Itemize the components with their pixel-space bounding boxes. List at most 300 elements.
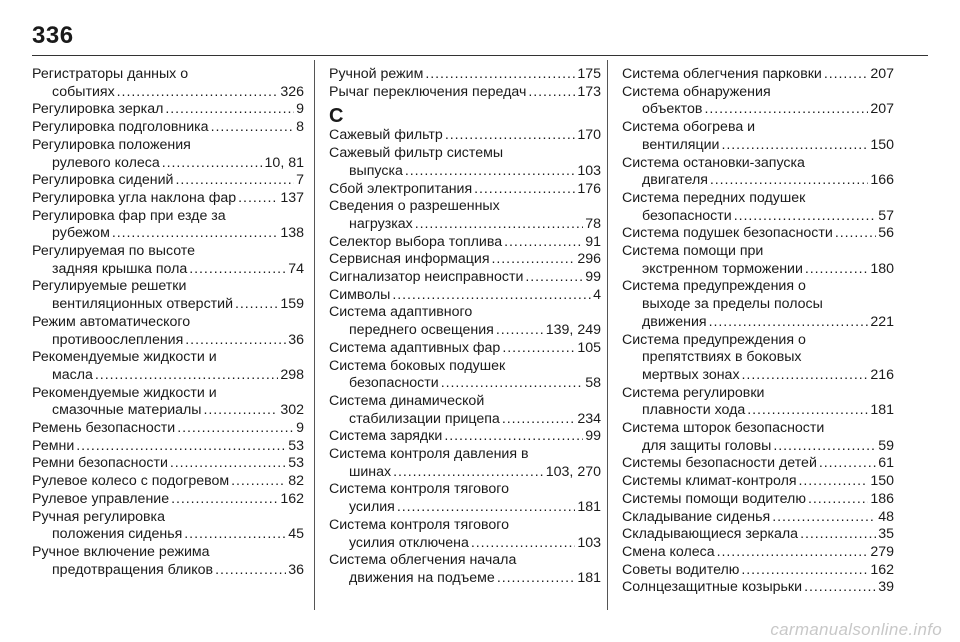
index-entry-continuation [329, 464, 601, 482]
index-term: объектов [642, 101, 703, 118]
page-reference: 170 [577, 127, 601, 144]
page-reference: 298 [280, 366, 304, 383]
index-entry-line [329, 393, 601, 411]
dot-leader [425, 66, 575, 84]
index-term: препятствиях в боковых [642, 349, 802, 366]
page-reference: 166 [870, 172, 894, 189]
index-entry-continuation [32, 367, 304, 385]
index-entry-line [329, 198, 601, 216]
index-entry-continuation [329, 535, 601, 553]
page-reference: 105 [577, 339, 601, 356]
index-term: Система облегчения парковки [622, 66, 822, 82]
index-entry [32, 385, 304, 420]
index-term: переднего освещения [349, 322, 494, 339]
index-term: движения на подъеме [349, 569, 495, 586]
dot-leader [231, 473, 286, 491]
index-term: предотвращения бликов [52, 561, 214, 578]
index-term: Регулировка угла наклона фар [32, 189, 237, 206]
index-entry-line [329, 181, 601, 199]
index-entry-continuation [622, 367, 894, 385]
index-entry-line [329, 358, 601, 376]
index-entry-line [622, 278, 894, 296]
dot-leader [445, 127, 576, 145]
index-entry [622, 66, 894, 84]
index-entry [32, 119, 304, 137]
index-entry-continuation [32, 225, 304, 243]
page-reference: 150 [870, 136, 894, 153]
index-entry-line [32, 544, 304, 562]
index-term: Режим автоматического [32, 313, 191, 330]
index-entry-line [622, 491, 894, 509]
index-term: Регулировка сидений [32, 172, 174, 189]
dot-leader [704, 101, 868, 119]
page-reference: 279 [870, 543, 894, 560]
index-entry-line [329, 481, 601, 499]
page-reference: 137 [280, 189, 304, 206]
dot-leader [405, 163, 575, 181]
page-reference: 207 [870, 101, 894, 118]
index-entry-line [622, 385, 894, 403]
index-entry [329, 552, 601, 587]
index-term: Система обогрева и [622, 119, 756, 136]
index-entry [32, 208, 304, 243]
index-entry [622, 526, 894, 544]
dot-leader [95, 367, 278, 385]
page-reference: 58 [585, 375, 601, 392]
page-reference: 150 [870, 473, 894, 490]
index-term: плавности хода [642, 402, 746, 419]
index-entry [329, 145, 601, 180]
index-entry [622, 119, 894, 154]
dot-leader [170, 455, 286, 473]
page-reference: 99 [585, 428, 601, 445]
dot-leader [184, 526, 286, 544]
index-entry-line [32, 385, 304, 403]
dot-leader [171, 491, 278, 509]
index-entry-continuation [329, 499, 601, 517]
index-entry-line [329, 66, 601, 84]
index-entry [622, 225, 894, 243]
dot-leader [215, 562, 286, 580]
page-reference: 139, 249 [545, 322, 601, 339]
dot-leader [185, 332, 286, 350]
index-term: Складывание сиденья [622, 508, 771, 525]
dot-leader [392, 287, 591, 305]
dot-leader [525, 269, 583, 287]
index-term: Системы безопасности детей [622, 455, 817, 472]
index-entry-continuation [32, 332, 304, 350]
index-entry-line [622, 526, 894, 544]
index-entry-continuation [622, 261, 894, 279]
index-entry-line [329, 234, 601, 252]
column-divider-1 [314, 60, 315, 610]
dot-leader [112, 225, 279, 243]
header-rule [32, 55, 928, 56]
index-entry-line [32, 473, 304, 491]
index-entry [622, 544, 894, 562]
index-entry [329, 428, 601, 446]
index-entry [622, 473, 894, 491]
dot-leader [177, 420, 294, 438]
index-entry-line [622, 562, 894, 580]
index-entry-line [329, 304, 601, 322]
index-term: Рулевое управление [32, 490, 170, 507]
index-term: Система регулировки [622, 384, 765, 401]
page-reference: 36 [288, 331, 304, 348]
index-term: Ручной режим [329, 66, 424, 82]
page-reference: 221 [870, 313, 894, 330]
page-reference: 103 [577, 534, 601, 551]
index-entry [32, 491, 304, 509]
index-entry-line [32, 243, 304, 261]
index-term: выпуска [349, 162, 403, 179]
page-reference: 162 [280, 490, 304, 507]
index-entry-continuation [622, 438, 894, 456]
dot-leader [441, 375, 584, 393]
page-reference: 181 [577, 499, 601, 516]
index-entry-continuation [32, 261, 304, 279]
index-term: Система подушек безопасности [622, 225, 833, 242]
index-term: Система контроля давления в [329, 446, 529, 463]
page-reference: 296 [577, 251, 601, 268]
index-entry [32, 509, 304, 544]
dot-leader [474, 181, 575, 199]
dot-leader [502, 411, 576, 429]
index-term: Регулируемая по высоте [32, 243, 196, 260]
dot-leader [415, 216, 583, 234]
index-entry-continuation [622, 296, 894, 314]
index-entry [329, 393, 601, 428]
index-term: Система зарядки [329, 428, 443, 445]
index-column-2 [329, 66, 601, 588]
index-entry [329, 269, 601, 287]
dot-leader [117, 84, 279, 102]
page-reference: 162 [870, 561, 894, 578]
index-term: положения сиденья [52, 526, 183, 543]
index-entry-line [622, 544, 894, 562]
dot-leader [709, 314, 869, 332]
index-entry-line [32, 509, 304, 527]
index-entry-line [329, 428, 601, 446]
index-term: Система передних подушек [622, 189, 806, 206]
index-entry-line [329, 251, 601, 269]
index-entry-line [32, 455, 304, 473]
page-reference: 176 [577, 180, 601, 197]
index-entry-continuation [329, 375, 601, 393]
index-entry [622, 332, 894, 385]
dot-leader [799, 473, 869, 491]
page-reference: 138 [280, 225, 304, 242]
index-entry [32, 243, 304, 278]
index-term: Регистраторы данных о [32, 66, 189, 82]
dot-leader [211, 119, 295, 137]
index-entry [32, 101, 304, 119]
index-entry-line [329, 517, 601, 535]
index-term: безопасности [349, 375, 439, 392]
dot-leader [721, 137, 868, 155]
index-term: Символы [329, 286, 391, 303]
index-term: Система предупреждения о [622, 278, 806, 295]
index-entry-continuation [329, 411, 601, 429]
index-term: Регулировка фар при езде за [32, 207, 226, 224]
index-entry [622, 190, 894, 225]
index-entry [329, 84, 601, 102]
index-term: усилия [349, 499, 395, 516]
index-entry [329, 358, 601, 393]
index-term: Система контроля тягового [329, 481, 509, 498]
index-entry-line [329, 287, 601, 305]
dot-leader [393, 464, 544, 482]
index-entry [329, 181, 601, 199]
dot-leader [165, 101, 294, 119]
index-entry [329, 287, 601, 305]
index-term: Системы помощи водителю [622, 490, 806, 507]
index-entry-continuation [32, 155, 304, 173]
page-reference: 180 [870, 260, 894, 277]
index-entry-line [32, 66, 304, 84]
index-entry-line [32, 137, 304, 155]
dot-leader [528, 84, 575, 102]
index-term: Система боковых подушек [329, 357, 506, 374]
index-entry [32, 172, 304, 190]
page-reference: 181 [870, 402, 894, 419]
index-entry [329, 251, 601, 269]
index-term: Система обнаружения [622, 83, 771, 100]
index-term: Система облегчения начала [329, 552, 517, 569]
index-term: Ремни [32, 437, 75, 454]
page-reference: 181 [577, 569, 601, 586]
index-term: Регулируемые решетки [32, 278, 187, 295]
index-term: противоослепления [52, 331, 184, 348]
index-term: нагрузках [349, 215, 413, 232]
dot-leader [492, 251, 576, 269]
index-entry-line [329, 446, 601, 464]
index-entry [622, 278, 894, 331]
index-entry [622, 491, 894, 509]
index-entry [32, 544, 304, 579]
index-entry-line [622, 332, 894, 350]
index-entry-line [622, 84, 894, 102]
page-reference: 53 [288, 455, 304, 472]
index-entry [32, 137, 304, 172]
index-term: Система контроля тягового [329, 516, 509, 533]
index-entry [32, 473, 304, 491]
index-term: экстренном торможении [642, 260, 803, 277]
index-entry [329, 446, 601, 481]
index-term: Система предупреждения о [622, 331, 806, 348]
index-entry [32, 455, 304, 473]
dot-leader [162, 155, 263, 173]
index-entry-continuation [622, 349, 894, 367]
index-term: Система динамической [329, 392, 485, 409]
index-entry-line [329, 127, 601, 145]
dot-leader [835, 225, 876, 243]
page-reference: 8 [296, 119, 304, 136]
index-entry-continuation [622, 137, 894, 155]
index-entry-continuation [622, 172, 894, 190]
index-entry-line [622, 155, 894, 173]
page-reference: 56 [878, 225, 894, 242]
index-term: событиях [52, 83, 115, 100]
dot-leader [734, 208, 877, 226]
page-reference: 103, 270 [545, 463, 601, 480]
index-entry [32, 190, 304, 208]
page-reference: 61 [878, 455, 894, 472]
index-entry [32, 420, 304, 438]
index-entry-continuation [622, 402, 894, 420]
index-entry [622, 509, 894, 527]
index-term: Советы водителю [622, 561, 740, 578]
page-reference: 35 [878, 526, 894, 543]
dot-leader [717, 544, 869, 562]
index-entry [622, 562, 894, 580]
index-entry [329, 304, 601, 339]
index-term: Солнцезащитные козырьки [622, 579, 803, 596]
index-column-1 [32, 66, 304, 579]
index-term: Сбой электропитания [329, 180, 473, 197]
index-entry [622, 455, 894, 473]
index-entry [622, 579, 894, 597]
index-entry-line [329, 269, 601, 287]
page-reference: 59 [878, 437, 894, 454]
dot-leader [504, 234, 583, 252]
index-term: Система адаптивных фар [329, 339, 501, 356]
index-entry [329, 340, 601, 358]
index-term: Селектор выбора топлива [329, 233, 503, 250]
index-entry-line [32, 438, 304, 456]
index-entry [329, 198, 601, 233]
index-entry-line [32, 119, 304, 137]
index-term: рубежом [52, 225, 110, 242]
index-term: Система шторок безопасности [622, 420, 825, 437]
dot-leader [471, 535, 575, 553]
index-entry-line [32, 208, 304, 226]
index-entry-line [622, 190, 894, 208]
watermark: carmanualsonline.info [770, 620, 942, 639]
dot-leader [238, 190, 278, 208]
index-column-3 [622, 66, 894, 597]
page-reference: 39 [878, 579, 894, 596]
index-entry [622, 84, 894, 119]
index-term: для защиты головы [642, 437, 772, 454]
index-term: Складывающиеся зеркала [622, 526, 799, 543]
dot-leader [189, 261, 286, 279]
index-entry [32, 349, 304, 384]
index-entry [32, 66, 304, 101]
index-term: Рулевое колесо с подогревом [32, 473, 230, 490]
index-term: Сажевый фильтр [329, 127, 443, 144]
dot-leader [76, 438, 286, 456]
index-entry-continuation [622, 208, 894, 226]
index-term: Ремни безопасности [32, 455, 168, 472]
index-entry-line [622, 66, 894, 84]
index-entry-line [32, 190, 304, 208]
index-entry-line [329, 145, 601, 163]
index-entry-line [622, 473, 894, 491]
page-reference: 74 [288, 260, 304, 277]
page-reference: 82 [288, 473, 304, 490]
section-letter: С [329, 105, 344, 128]
page-reference: 326 [280, 83, 304, 100]
page-reference: 45 [288, 526, 304, 543]
dot-leader [710, 172, 868, 190]
index-entry-line [622, 243, 894, 261]
dot-leader [800, 526, 876, 544]
dot-leader [741, 562, 868, 580]
index-term: Системы климат-контроля [622, 473, 797, 490]
index-term: Сведения о разрешенных [329, 198, 500, 215]
dot-leader [808, 491, 868, 509]
index-entry [329, 517, 601, 552]
page-reference: 103 [577, 162, 601, 179]
dot-leader [819, 455, 876, 473]
index-entry-line [329, 552, 601, 570]
page-reference: 175 [577, 66, 601, 82]
index-entry-continuation [32, 526, 304, 544]
index-term: Система остановки-запуска [622, 154, 805, 171]
index-entry-continuation [32, 402, 304, 420]
index-entry-continuation [329, 163, 601, 181]
index-entry [622, 420, 894, 455]
page-reference: 48 [878, 508, 894, 525]
index-term: Рекомендуемые жидкости и [32, 349, 217, 366]
index-term: Сигнализатор неисправности [329, 269, 524, 286]
index-entry [329, 234, 601, 252]
index-entry-continuation [622, 101, 894, 119]
column-divider-2 [607, 60, 608, 610]
dot-leader [497, 570, 576, 588]
index-entry-line [32, 491, 304, 509]
page-reference: 234 [577, 410, 601, 427]
index-entry [329, 481, 601, 516]
index-term: рулевого колеса [52, 154, 160, 171]
dot-leader [502, 340, 575, 358]
index-entry-continuation [329, 322, 601, 340]
index-term: движения [642, 313, 707, 330]
index-term: Ручная регулировка [32, 508, 165, 525]
index-term: стабилизации прицепа [349, 410, 500, 427]
index-entry-continuation [622, 314, 894, 332]
index-term: Система помощи при [622, 243, 764, 260]
index-entry [622, 155, 894, 190]
index-term: Регулировка подголовника [32, 119, 209, 136]
page-reference: 216 [870, 366, 894, 383]
index-term: Рычаг переключения передач [329, 83, 527, 100]
page-reference: 186 [870, 490, 894, 507]
index-entry [329, 66, 601, 84]
page-reference: 207 [870, 66, 894, 82]
index-entry-continuation [32, 562, 304, 580]
index-term: Ручное включение режима [32, 543, 210, 560]
page-reference: 9 [296, 101, 304, 118]
page-number: 336 [32, 22, 74, 49]
index-term: двигателя [642, 172, 708, 189]
page-reference: 10, 81 [264, 154, 304, 171]
index-entry-line [622, 119, 894, 137]
index-term: смазочные материалы [52, 402, 202, 419]
page-reference: 159 [280, 296, 304, 313]
index-entry-line [32, 278, 304, 296]
index-term: Сервисная информация [329, 251, 490, 268]
index-entry-line [32, 420, 304, 438]
index-entry-line [32, 349, 304, 367]
page-reference: 4 [593, 286, 601, 303]
index-entry-line [622, 225, 894, 243]
index-term: усилия отключена [349, 534, 469, 551]
dot-leader [747, 402, 868, 420]
page-reference: 7 [296, 172, 304, 189]
index-entry-continuation [329, 570, 601, 588]
